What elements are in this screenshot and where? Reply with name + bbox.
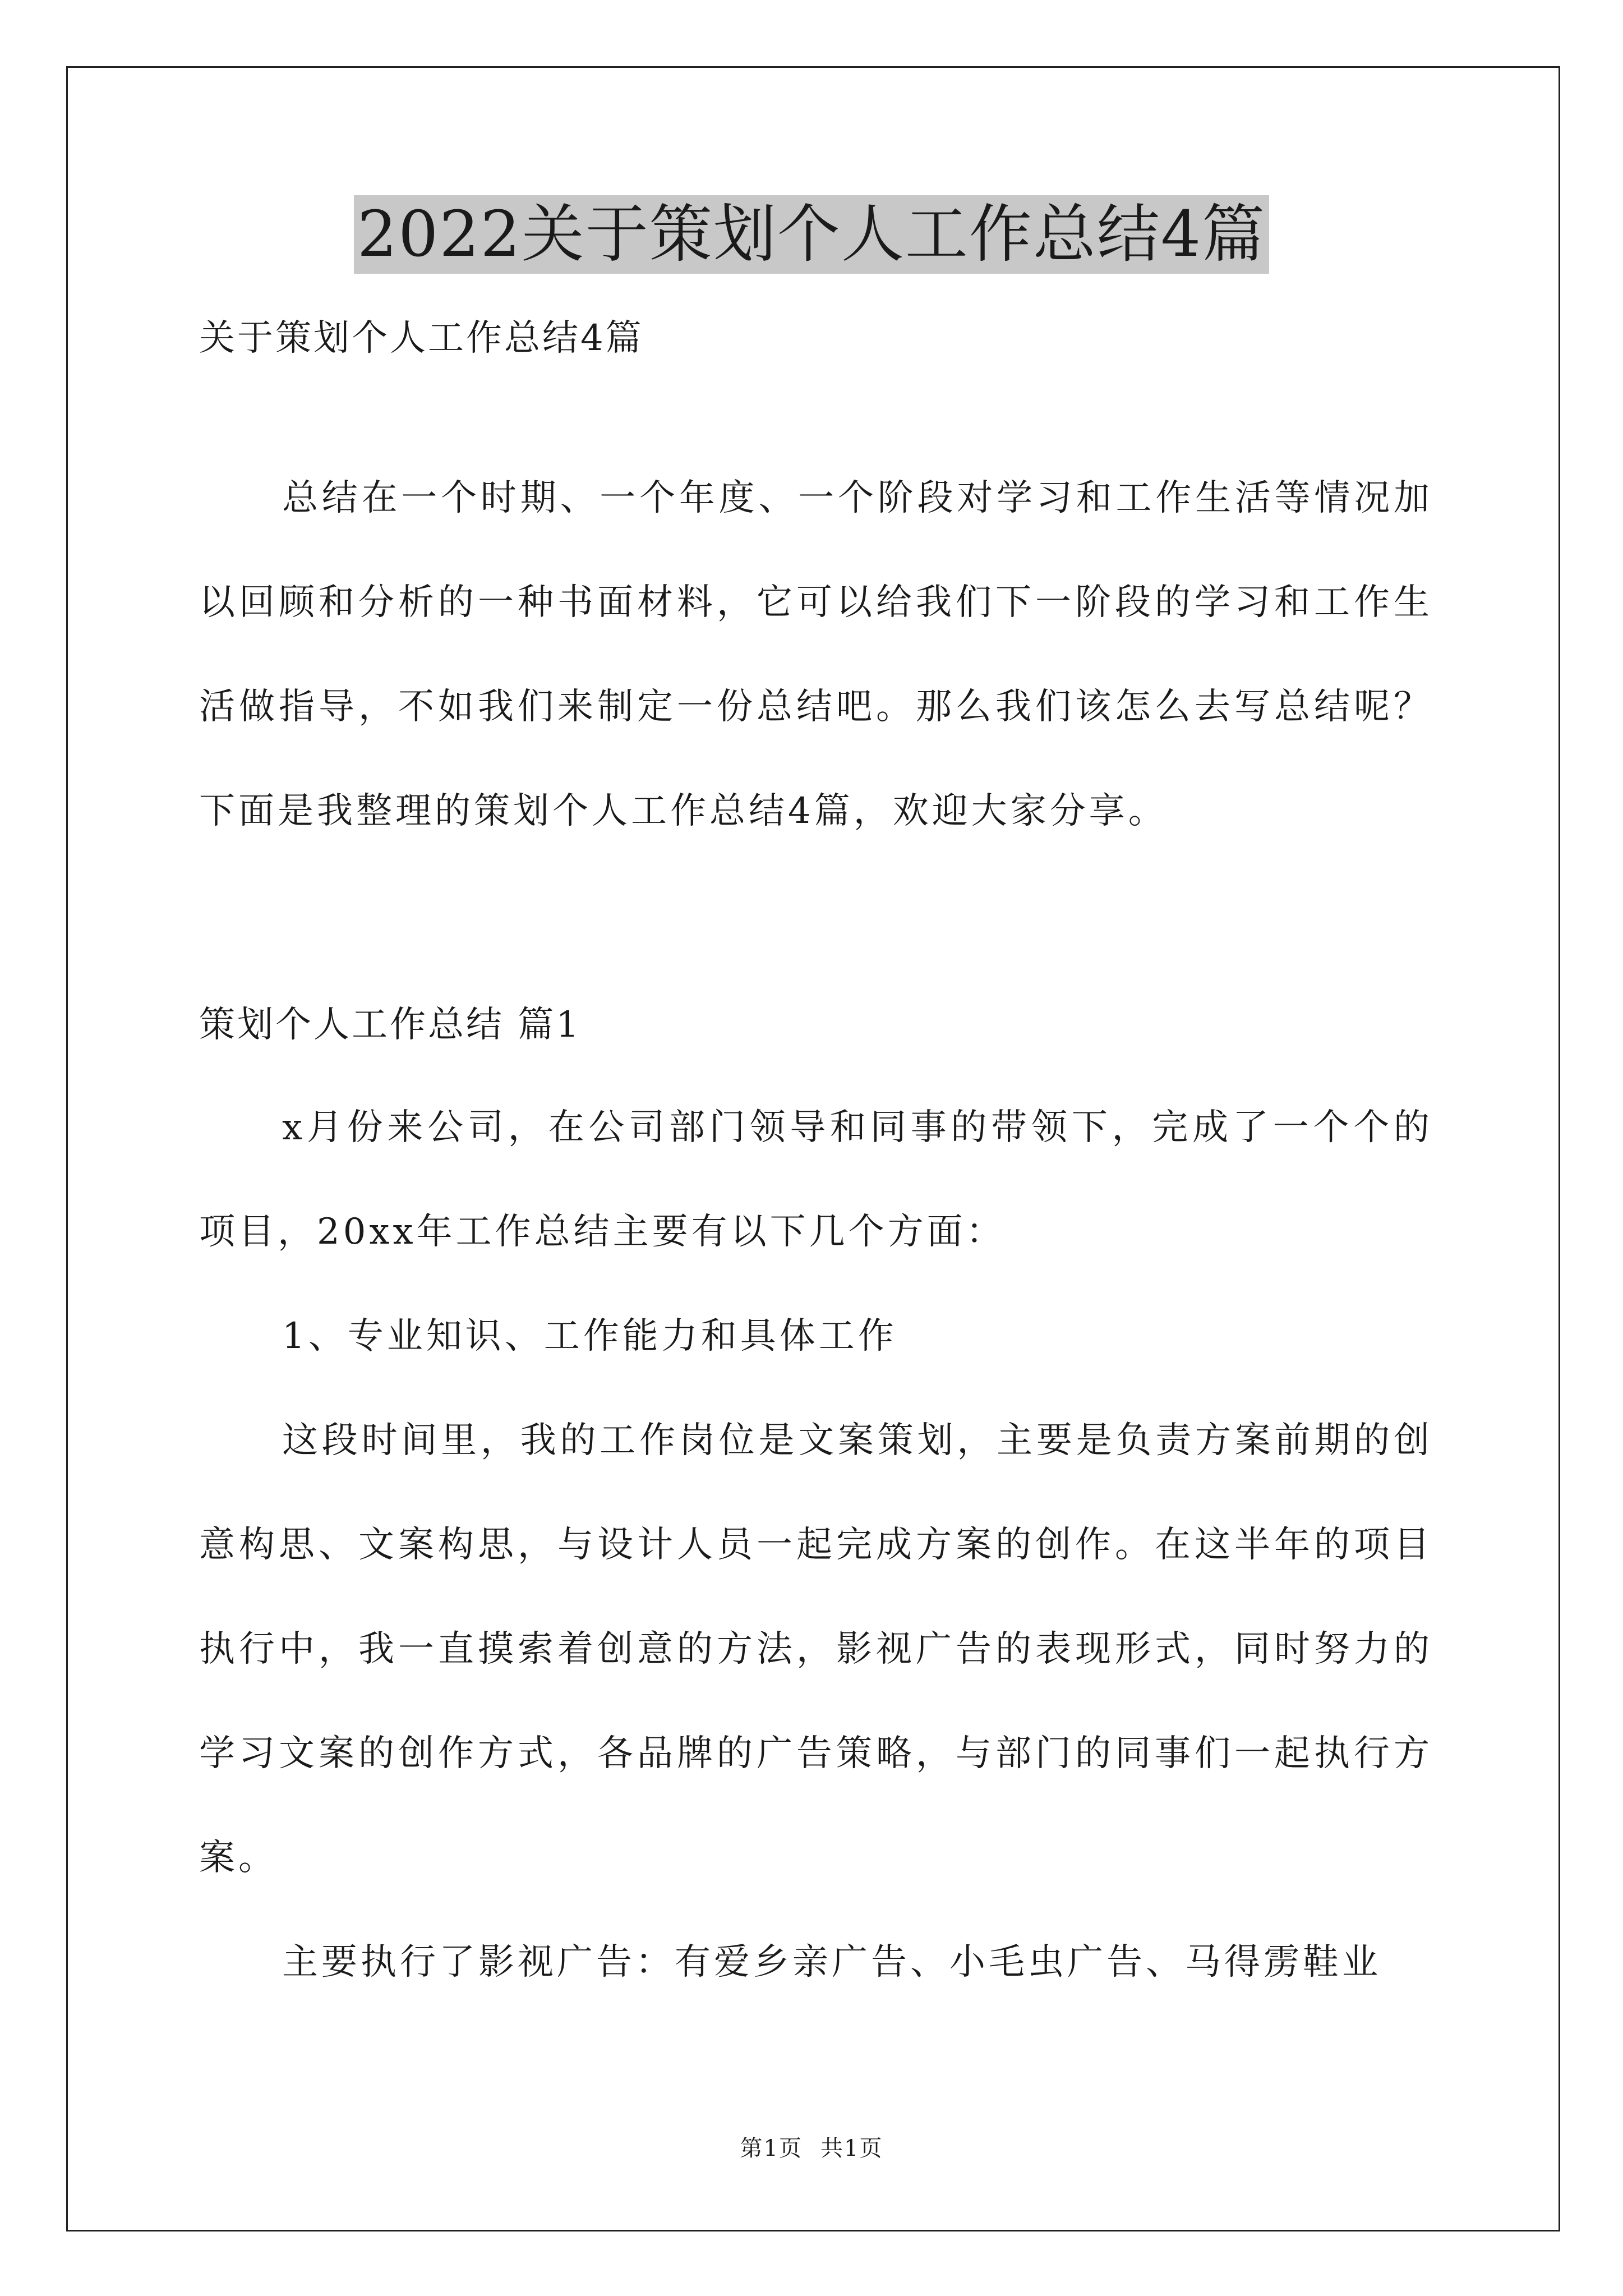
section-heading: 策划个人工作总结 篇1	[199, 1004, 582, 1046]
document-subtitle: 关于策划个人工作总结4篇	[199, 318, 644, 359]
section-paragraph-4: 主要执行了影视广告：有爱乡亲广告、小毛虫广告、马得雳鞋业	[282, 1941, 1381, 1983]
page-total: 共1页	[820, 2136, 883, 2161]
page-footer	[0, 2132, 1623, 2165]
page-number: 第1页	[740, 2136, 803, 2161]
document-title	[0, 195, 1623, 274]
section-paragraph-2: 1、专业知识、工作能力和具体工作	[282, 1315, 897, 1357]
intro-paragraph: 总结在一个时期、一个年度、一个阶段对学习和工作生活等情况加以回顾和分析的一种书面材料，它可以给我们下一阶段的学习和工作生活做指导，不如我们来制定一份总结吧。那么我们该怎么去写总结呢？下面是我整理的策划个人工作总结4篇，欢迎大家分享。	[199, 477, 1433, 832]
document-title-text: 2022关于策划个人工作总结4篇	[354, 195, 1269, 274]
section-paragraph-1: x月份来公司，在公司部门领导和同事的带领下，完成了一个个的项目，20xx年工作总结主要有以下几个方面：	[199, 1107, 1433, 1253]
section-paragraph-3: 这段时间里，我的工作岗位是文案策划，主要是负责方案前期的创意构思、文案构思，与设计人员一起完成方案的创作。在这半年的项目执行中，我一直摸索着创意的方法，影视广告的表现形式，同时努力的学习文案的创作方式，各品牌的广告策略，与部门的同事们一起执行方案。	[199, 1420, 1433, 1879]
